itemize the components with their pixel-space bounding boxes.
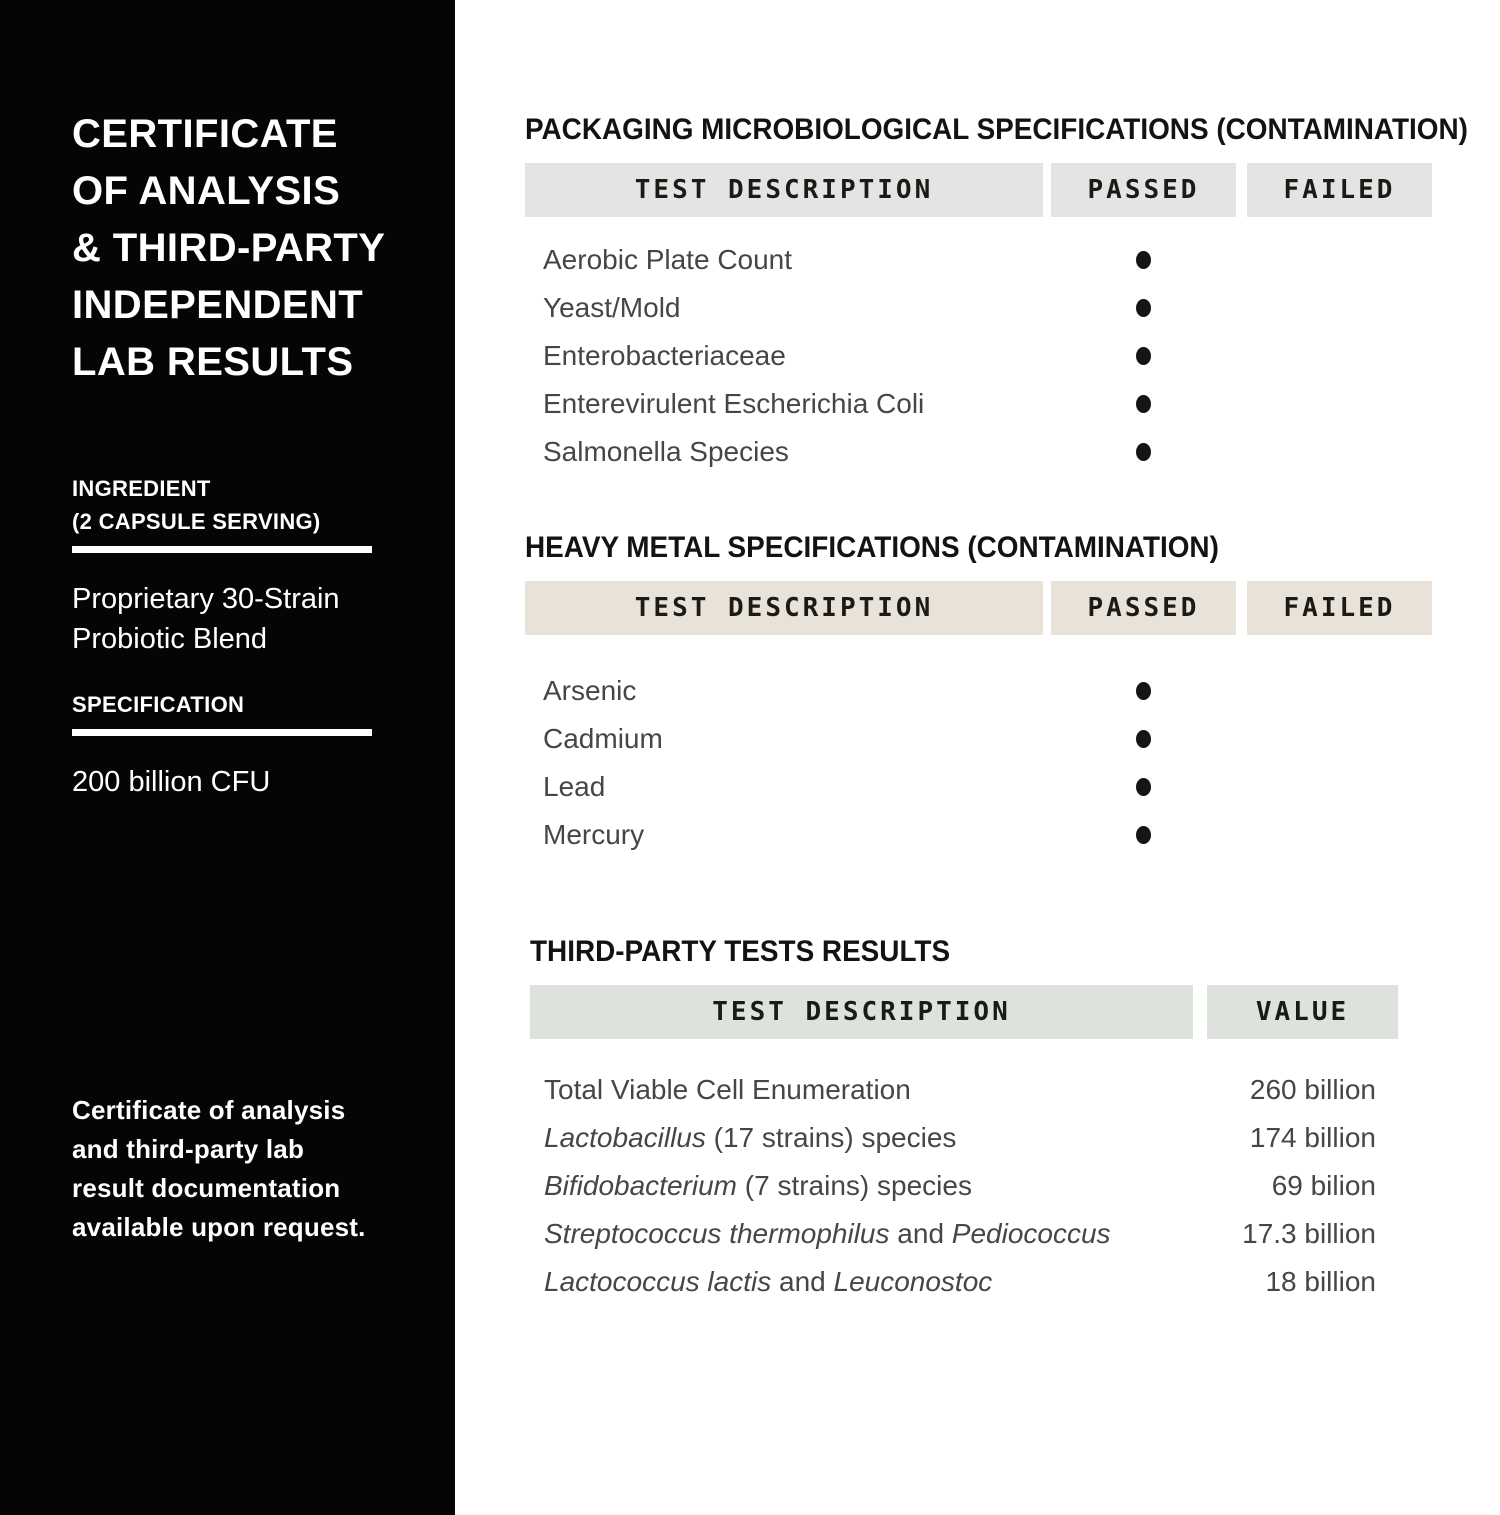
availability-footnote: Certificate of analysis and third-party lab result documentation available upon request. [72, 1095, 366, 1242]
table-row [530, 1162, 1398, 1210]
column-header-failed: FAILED [1247, 163, 1432, 217]
table-header-row [525, 581, 1432, 635]
test-description-cell: Enterevirulent Escherichia Coli [543, 388, 925, 419]
ingredient-value: Proprietary 30-Strain Probiotic Blend [72, 583, 340, 655]
test-description-cell: Lead [543, 771, 606, 802]
test-description-cell: Total Viable Cell Enumeration [544, 1074, 911, 1105]
column-header-value: VALUE [1207, 985, 1398, 1039]
section-title: HEAVY METAL SPECIFICATIONS (CONTAMINATION) [525, 531, 1219, 564]
table-body [530, 1066, 1398, 1306]
table-header-row [525, 163, 1432, 217]
value-cell: 69 bilion [1271, 1170, 1376, 1201]
specification-block [72, 688, 402, 802]
test-description-cell: Salmonella Species [543, 436, 789, 467]
column-header-test-description: TEST DESCRIPTION [525, 581, 1043, 635]
table-body [525, 667, 1432, 859]
test-description-cell: Lactococcus lactis and Leuconostoc [544, 1266, 993, 1297]
section-title: THIRD-PARTY TESTS RESULTS [530, 935, 951, 968]
column-header-failed: FAILED [1247, 581, 1432, 635]
value-cell: 174 billion [1249, 1122, 1376, 1153]
table-body [525, 236, 1432, 476]
column-header-test-description: TEST DESCRIPTION [525, 163, 1043, 217]
result-dot [1136, 443, 1151, 461]
section-title: PACKAGING MICROBIOLOGICAL SPECIFICATIONS (CONTAMINATION) [525, 113, 1468, 146]
value-cell: 260 billion [1249, 1074, 1376, 1105]
specification-value: 200 billion CFU [72, 766, 271, 798]
passed-cell [1051, 682, 1236, 700]
table-row [525, 236, 1432, 284]
table-row [530, 1114, 1398, 1162]
table-row [525, 284, 1432, 332]
table-row [525, 811, 1432, 859]
test-description-cell: Aerobic Plate Count [543, 244, 793, 275]
third-party-results-section [530, 934, 1398, 1306]
ingredient-heading: INGREDIENT (2 CAPSULE SERVING) [72, 476, 321, 534]
passed-cell [1051, 395, 1236, 413]
column-header-passed: PASSED [1051, 163, 1236, 217]
test-description-cell: Cadmium [543, 723, 663, 754]
passed-cell [1051, 251, 1236, 269]
table-row [530, 1210, 1398, 1258]
heavy-metal-section [525, 530, 1432, 859]
divider-rule [72, 546, 372, 553]
result-dot [1136, 251, 1151, 269]
test-description-cell: Enterobacteriaceae [543, 340, 786, 371]
table-row [530, 1258, 1398, 1306]
table-row [530, 1066, 1398, 1114]
ingredient-block [72, 472, 402, 659]
result-dot [1136, 826, 1151, 844]
specification-heading: SPECIFICATION [72, 692, 245, 717]
table-row [525, 428, 1432, 476]
sidebar [0, 0, 455, 1515]
table-row [525, 763, 1432, 811]
result-dot [1136, 778, 1151, 796]
result-dot [1136, 347, 1151, 365]
table-row [525, 715, 1432, 763]
result-dot [1136, 730, 1151, 748]
table-header-row [530, 985, 1398, 1039]
passed-cell [1051, 826, 1236, 844]
table-row [525, 380, 1432, 428]
result-dot [1136, 395, 1151, 413]
divider-rule [72, 729, 372, 736]
passed-cell [1051, 347, 1236, 365]
test-description-cell: Yeast/Mold [543, 292, 681, 323]
test-description-cell: Arsenic [543, 675, 637, 706]
test-description-cell: Lactobacillus (17 strains) species [544, 1122, 957, 1153]
passed-cell [1051, 443, 1236, 461]
test-description-cell: Streptococcus thermophilus and Pediococcus [544, 1218, 1111, 1249]
packaging-microbiological-section [525, 112, 1468, 476]
passed-cell [1051, 778, 1236, 796]
result-dot [1136, 682, 1151, 700]
test-description-cell: Mercury [543, 819, 645, 850]
table-row [525, 332, 1432, 380]
test-description-cell: Bifidobacterium (7 strains) species [544, 1170, 972, 1201]
value-cell: 18 billion [1265, 1266, 1376, 1297]
table-row [525, 667, 1432, 715]
page-title: CERTIFICATE OF ANALYSIS & THIRD-PARTY INDEPENDENT LAB RESULTS [72, 112, 386, 384]
passed-cell [1051, 299, 1236, 317]
column-header-passed: PASSED [1051, 581, 1236, 635]
result-dot [1136, 299, 1151, 317]
column-header-test-description: TEST DESCRIPTION [530, 985, 1193, 1039]
value-cell: 17.3 billion [1242, 1218, 1376, 1249]
passed-cell [1051, 730, 1236, 748]
